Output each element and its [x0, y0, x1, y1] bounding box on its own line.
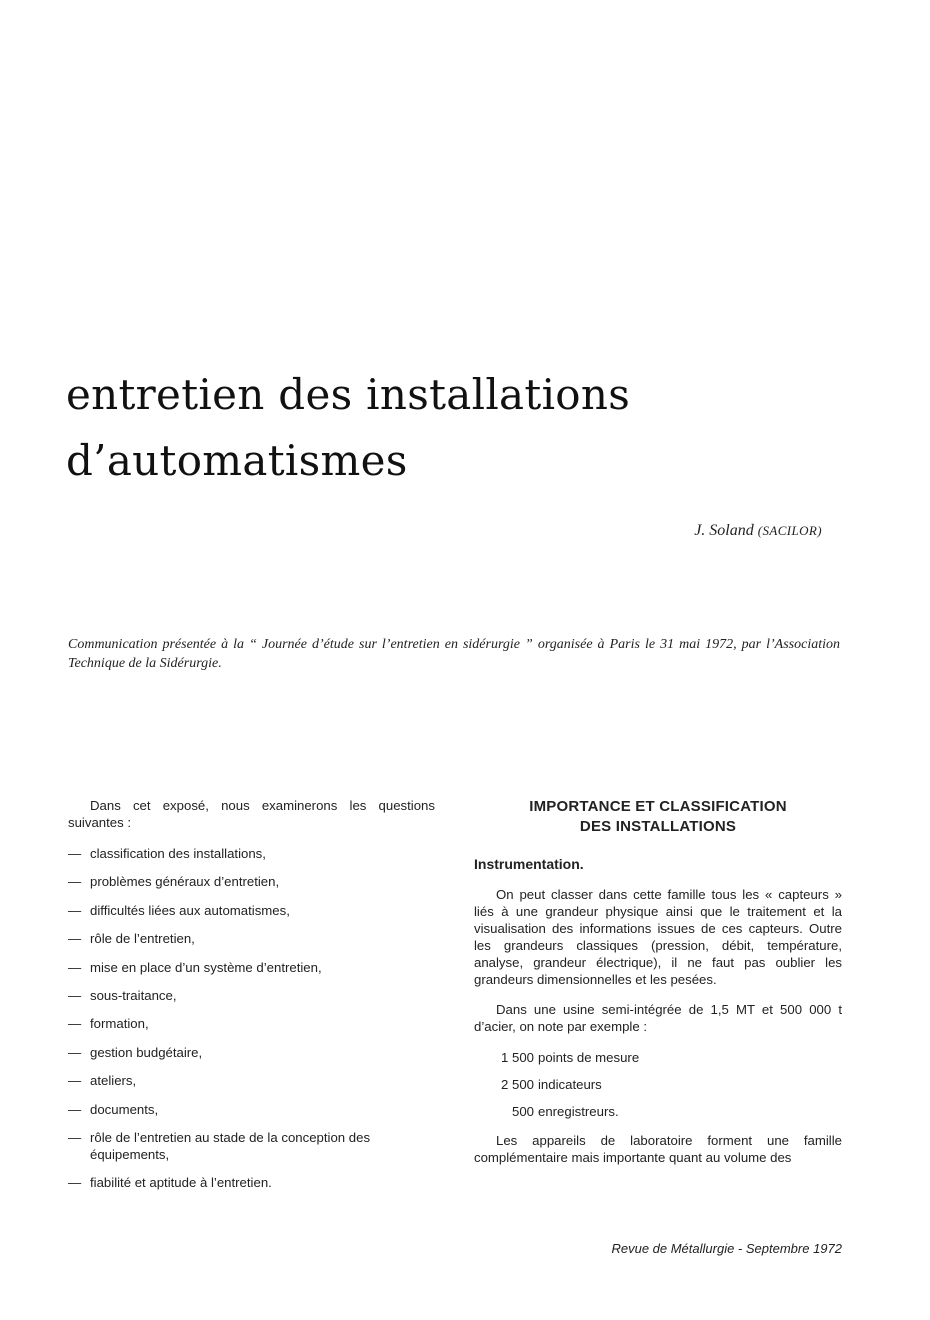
list-item: — problèmes généraux d’entretien, — [68, 874, 280, 890]
author-line — [694, 522, 822, 540]
title-line-1: entretien des installations — [66, 370, 631, 419]
title-line-2: d’automatismes — [66, 436, 408, 485]
body-paragraph: Dans une usine semi-intégrée de 1,5 MT et 500 000 t d’acier, on note par exemple : — [474, 1002, 842, 1034]
list-item: — sous-traitance, — [68, 987, 177, 1003]
list-item: — documents, — [68, 1101, 159, 1117]
list-item: — classification des installations, — [68, 846, 266, 861]
section-heading: IMPORTANCE ET CLASSIFICATION DES INSTALLATIONS — [529, 798, 787, 835]
figure-row: 1 500 points de mesure — [500, 1050, 640, 1065]
list-item: — rôle de l’entretien, — [68, 931, 195, 947]
communication-note: Communication présentée à la “ Journée d’étude sur l’entretien en sidérurgie ” organisée à Paris le 31 mai 1972, par l’Association Technique de la Sidérurgie. — [68, 637, 840, 671]
list-item: — fiabilité et aptitude à l’entretien. — [68, 1175, 272, 1191]
subsection-heading: Instrumentation. — [474, 856, 584, 872]
intro-paragraph: Dans cet exposé, nous examinerons les questions suivantes : — [68, 798, 435, 830]
page-footer: Revue de Métallurgie - Septembre 1972 — [611, 1241, 842, 1256]
figures-list — [474, 1049, 842, 1120]
list-item: — gestion budgétaire, — [68, 1044, 203, 1060]
figure-row: 500 enregistreurs. — [511, 1104, 619, 1119]
list-item: — difficultés liées aux automatismes, — [68, 902, 290, 918]
left-column — [68, 797, 435, 1203]
body-paragraph: Les appareils de laboratoire forment une famille complémentaire mais importante quant au volume des — [474, 1133, 842, 1165]
topics-list — [68, 845, 435, 1191]
right-column — [474, 797, 842, 1166]
figure-row: 2 500 indicateurs — [500, 1077, 602, 1092]
list-item: — rôle de l’entretien au stade de la conception des équipements, — [68, 1129, 371, 1162]
author-affiliation: (SACILOR) — [757, 523, 822, 538]
list-item: — mise en place d’un système d’entretien, — [68, 959, 322, 975]
list-item: — formation, — [68, 1016, 149, 1032]
body-paragraph: On peut classer dans cette famille tous les « capteurs » liés à une grandeur physique ainsi que le traitement et la visualisation des informations issues de ces capteurs. Outre les grandeurs classiques (pression, débit, température, analyse, grandeur électrique), il ne faut pas oublier les grandeurs dimensionnelles et les pesées. — [474, 887, 842, 987]
author-name: J. Soland — [694, 522, 754, 539]
article-title — [66, 362, 630, 494]
list-item: — ateliers, — [68, 1073, 137, 1089]
